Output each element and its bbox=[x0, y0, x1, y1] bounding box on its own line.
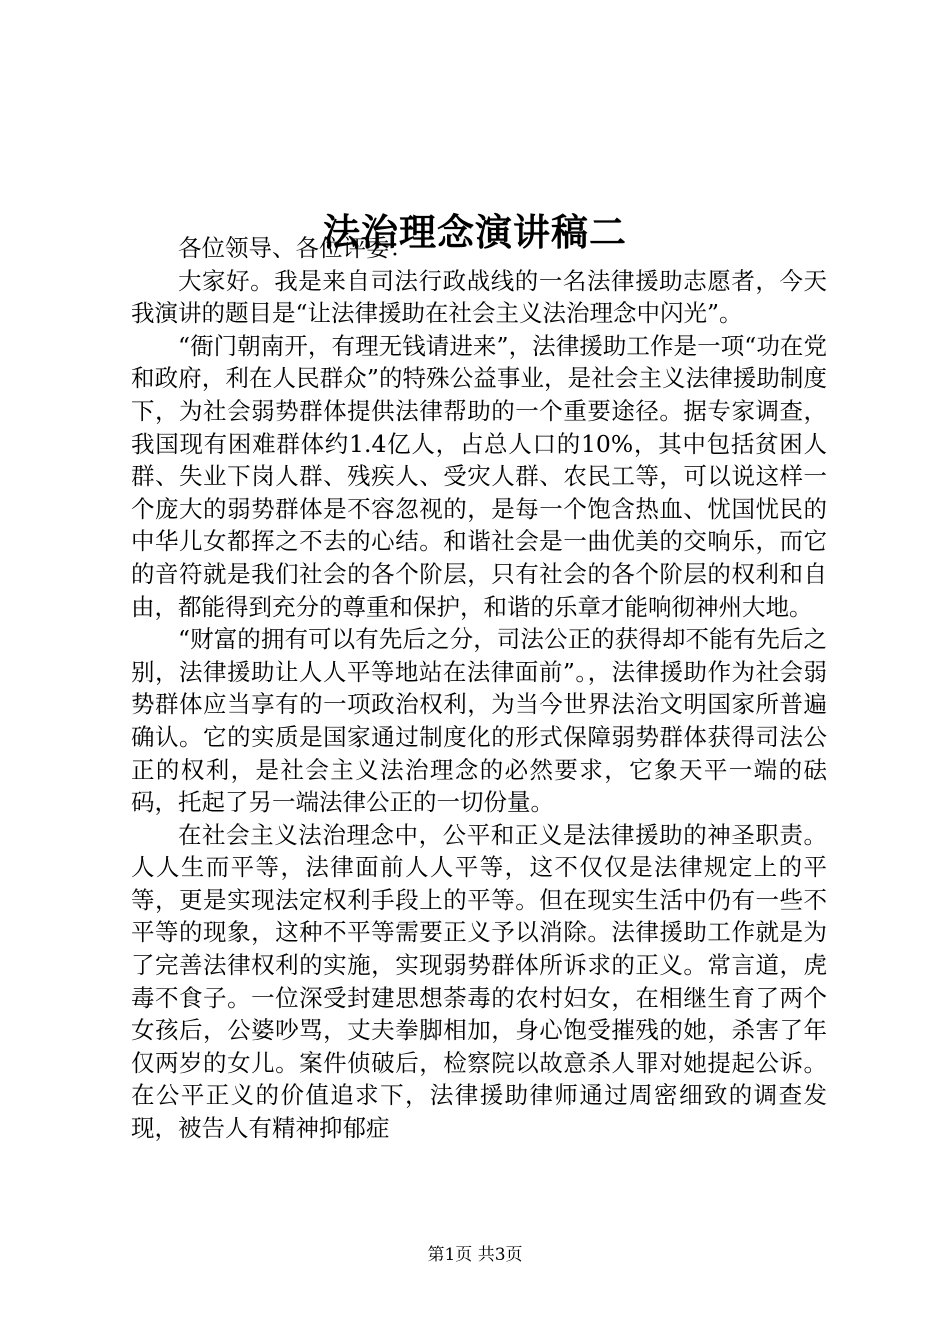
page-number-footer: 第1页 共3页 bbox=[427, 1245, 523, 1265]
paragraph-4: 在社会主义法治理念中，公平和正义是法律援助的神圣职责。人人生而平等，法律面前人人平等，这不仅仅是法律规定上的平等，更是实现法定权利手段上的平等。但在现实生活中仍有一些不平等的现象，这种不平等需要正义予以消除。法律援助工作就是为了完善法律权利的实施，实现弱势群体所诉求的正义。常言道，虎毒不食子。一位深受封建思想荼毒的农村妇女，在相继生育了两个女孩后，公婆吵骂，丈夫拳脚相加，身心饱受摧残的她，杀害了年仅两岁的女儿。案件侦破后，检察院以故意杀人罪对她提起公诉。在公平正义的价值追求下，法律援助律师通过周密细致的调查发现，被告人有精神抑郁症 bbox=[131, 820, 827, 1143]
document-title: 法治理念演讲稿二 bbox=[323, 209, 627, 254]
paragraph-3: “财富的拥有可以有先后之分，司法公正的获得却不能有先后之别，法律援助让人人平等地站在法律面前”。，法律援助作为社会弱势群体应当享有的一项政治权利，为当今世界法治文明国家所普遍确认。它的实质是国家通过制度化的形式保障弱势群体获得司法公正的权利，是社会主义法治理念的必然要求，它象天平一端的砝码，托起了另一端法律公正的一切份量。 bbox=[131, 625, 827, 817]
paragraph-2: “衙门朝南开，有理无钱请进来”，法律援助工作是一项“功在党和政府，利在人民群众”的特殊公益事业，是社会主义法律援助制度下，为社会弱势群体提供法律帮助的一个重要途径。据专家调查，我国现有困难群体约1.4亿人，占总人口的10%，其中包括贫困人群、失业下岗人群、残疾人、受灾人群、农民工等，可以说这样一个庞大的弱势群体是不容忽视的，是每一个饱含热血、忧国忧民的中华儿女都挥之不去的心结。和谐社会是一曲优美的交响乐，而它的音符就是我们社会的各个阶层，只有社会的各个阶层的权利和自由，都能得到充分的尊重和保护，和谐的乐章才能响彻神州大地。 bbox=[131, 331, 827, 621]
paragraph-1: 大家好。我是来自司法行政战线的一名法律援助志愿者，今天我演讲的题目是“让法律援助在社会主义法治理念中闪光”。 bbox=[131, 266, 827, 328]
salutation: 各位领导、各位评委： bbox=[178, 234, 413, 262]
document-body bbox=[131, 232, 827, 1145]
